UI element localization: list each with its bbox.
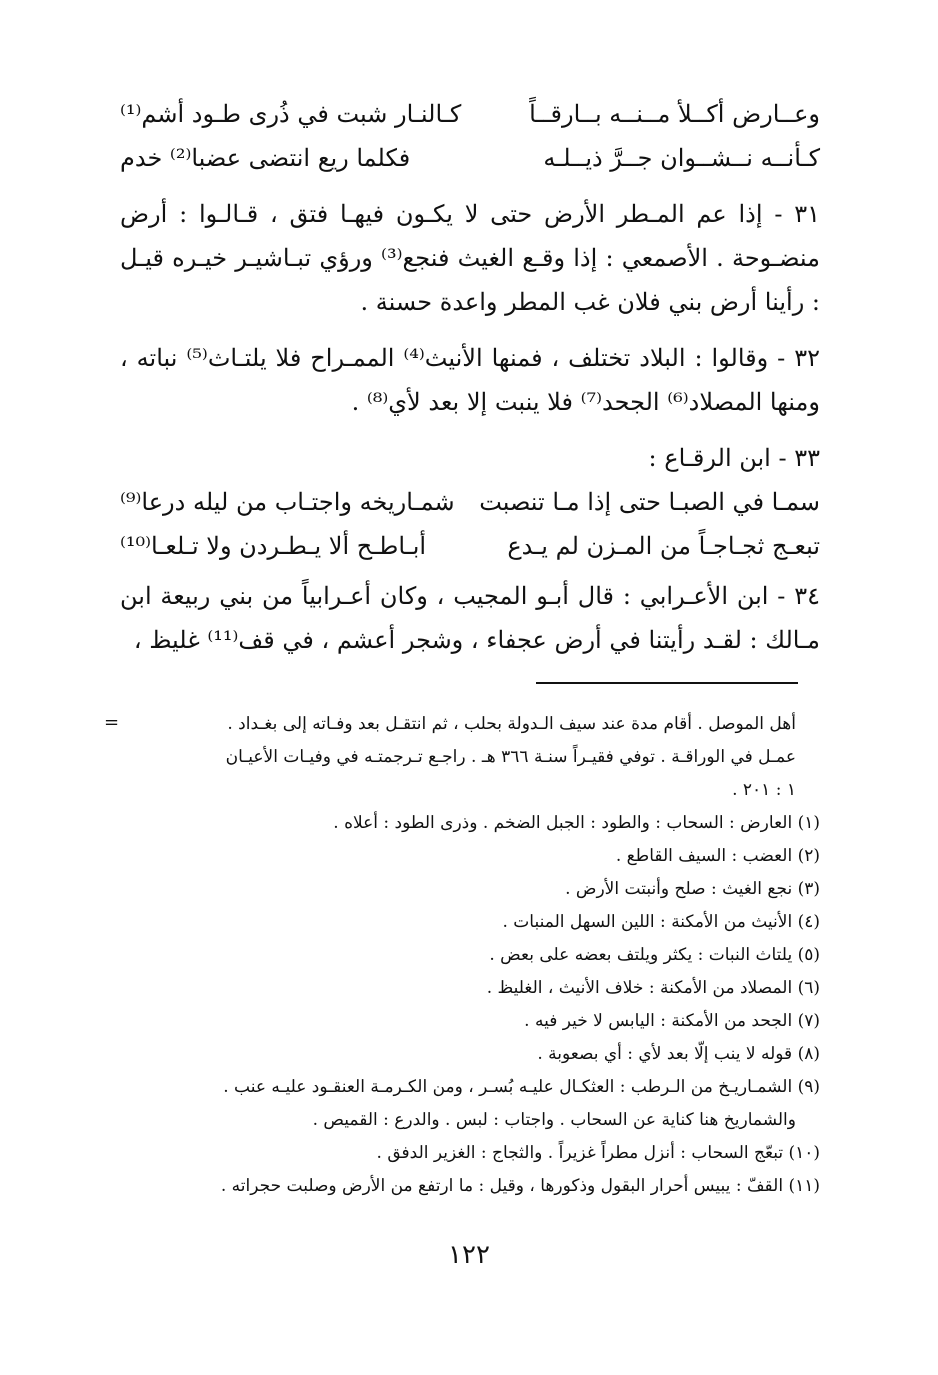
verse-hemistich-left: أبـاطـح ألا يـطـردن ولا تـلعـا⁽¹⁰⁾ <box>120 532 427 560</box>
footnote-2: (٢) العضب : السيف القاطع . <box>615 846 820 866</box>
paragraph-31: ٣١ - إذا عم المـطر الأرض حتى لا يكـون فيهـا فتق ، قـالـوا : أرض منضـوحة . الأصمعي : إذا وقـع الغيث فنجع⁽³⁾ ورؤي تبـاشيـر خيـره قيـل : رأينا أرض بني فلان غب المطر واعدة حسنة . <box>120 200 820 316</box>
main-text <box>120 92 820 662</box>
verse-line <box>120 136 820 180</box>
footnote-9: (٩) الشمـاريـخ من الـرطب : العثكـال عليـه بُسـر ، ومن الكـرمـة العنقـود عليـه عنب . <box>223 1077 820 1097</box>
verse-hemistich-right: سمـا في الصبـا حتى إذا مـا تنصبت <box>479 488 820 516</box>
footnote-5: (٥) يلتاث النبات : يكثر ويلتف بعضه على بعض . <box>489 945 820 965</box>
verse-hemistich-right: تبعـج ثجـاجـاً من المـزن لم يـدع <box>507 532 820 560</box>
verse-hemistich-right: كـأنــه نــشــوان جــرَّ ذيــلـه <box>543 144 820 172</box>
verse-line <box>120 480 820 524</box>
footnote-3: (٣) نجع الغيث : صلح وأنبتت الأرض . <box>565 879 820 899</box>
footnote-continuation-line: ١ : ٢٠١ . <box>732 780 796 800</box>
footnote-7: (٧) الجحد من الأمكنة : اليابس لا خير فيه . <box>524 1011 820 1031</box>
paragraph-32: ٣٢ - وقالوا : البلاد تختلف ، فمنها الأنيث⁽⁴⁾ الممـراح فلا يلتـاث⁽⁵⁾ نباته ، ومنها المصلاد⁽⁶⁾ الجحد⁽⁷⁾ فلا ينبت إلا بعد لأي⁽⁸⁾ . <box>120 344 820 416</box>
footnote-9-continuation: والشماريخ هنا كناية عن السحاب . واجتاب : لبس . والدرع : القميص . <box>312 1110 796 1130</box>
paragraph-34: ٣٤ - ابن الأعـرابي : قال أبـو المجيب ، وكان أعـرابياً من بني ربيعة ابن مـالك : لقـد رأيتنا في أرض عجفاء ، وشجر أعشم ، في قف⁽¹¹⁾ غليظ ، <box>120 582 820 654</box>
paragraph-33: ٣٣ - ابن الرقـاع : <box>648 444 820 472</box>
verse-hemistich-left: كـالنـار شبت في ذُرى طـود أشم⁽¹⁾ <box>120 100 462 128</box>
footnote-11: (١١) القفّ : يبيس أحرار البقول وذكورها ، وقيل : ما ارتفع من الأرض وصلبت حجراته . <box>220 1176 820 1196</box>
verse-hemistich-left: شمـاريخه واجتـاب من ليله درعا⁽⁹⁾ <box>120 488 455 516</box>
footnote-continuation-line: أهل الموصل . أقام مدة عند سيف الـدولة بحلب ، ثم انتقـل بعد وفـاته إلى بغـداد . <box>227 714 796 734</box>
footnote-6: (٦) المصلاد من الأمكنة : خلاف الأنيث ، الغليظ . <box>486 978 820 998</box>
footnote-4: (٤) الأنيث من الأمكنة : اللين السهل المنبات . <box>502 912 820 932</box>
verse-line <box>120 524 820 568</box>
footnotes <box>120 708 820 1203</box>
verse-hemistich-left: فكلما ريع انتضى عضبا⁽²⁾ خدم <box>120 144 411 172</box>
footnote-10: (١٠) تبعّج السحاب : أنزل مطراً غزيراً . والثجاج : الغزير الدفق . <box>376 1143 820 1163</box>
footnote-8: (٨) قوله لا ينب إلّا بعد لأي : أي بصعوبة . <box>537 1044 820 1064</box>
continuation-mark: = <box>104 712 120 733</box>
verse-hemistich-right: وعــارض أكــلأ مــنــه بــارقــاً <box>529 100 820 128</box>
page-number: ١٢٢ <box>448 1240 490 1270</box>
verse-line <box>120 92 820 136</box>
footnote-1: (١) العارض : السحاب : والطود : الجبل الضخم . وذرى الطود : أعلاه . <box>333 813 820 833</box>
footnote-continuation-line: عمـل في الوراقـة . توفي فقيـراً سنـة ٣٦٦ هـ . راجـع تـرجمتـه في وفيـات الأعيـان <box>225 747 796 767</box>
footnote-divider <box>536 682 798 684</box>
